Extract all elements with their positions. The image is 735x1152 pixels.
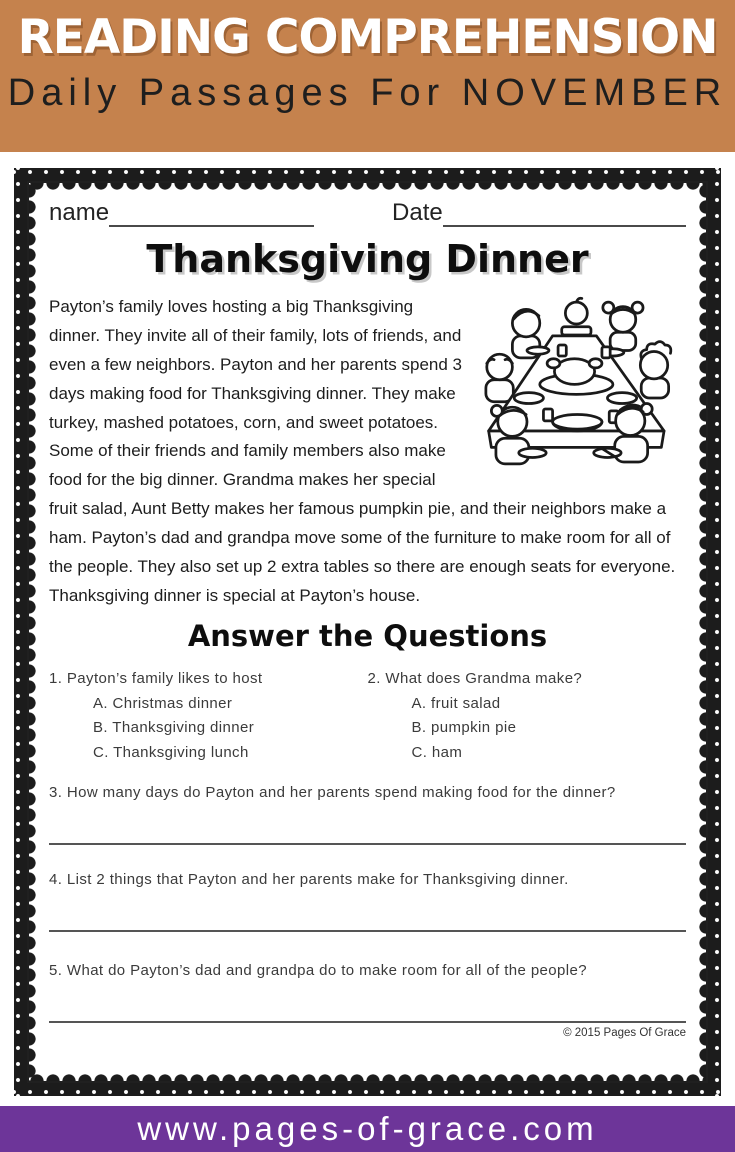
question-2-options: [368, 692, 687, 766]
worksheet-title: Thanksgiving Dinner: [146, 237, 589, 281]
date-label: Date: [392, 199, 443, 226]
question-2-number: 2.: [367, 669, 381, 687]
top-banner: [0, 0, 735, 152]
website-url: www.pages-of-grace.com: [137, 1110, 598, 1147]
pigtail-girl-figure: [603, 302, 643, 350]
question-1-text: [49, 667, 368, 692]
scallop-border-right: [697, 183, 706, 1081]
option-2b: B. pumpkin pie: [411, 719, 517, 737]
question-5-number: 5.: [49, 961, 63, 979]
question-5-block: [49, 962, 686, 1023]
thanksgiving-dinner-illustration: [474, 293, 686, 483]
option-2c: C. ham: [411, 744, 463, 762]
question-3-text: [49, 784, 686, 801]
question-4-label: List 2 things that Payton and her parents make for Thanksgiving dinner.: [66, 870, 569, 888]
name-label: name: [49, 199, 110, 226]
question-4-text: [49, 871, 686, 888]
question-4-answer-line: [49, 930, 686, 932]
scallop-border-top: [29, 183, 706, 192]
grandpa-figure: [486, 354, 513, 402]
turkey-platter: [540, 359, 613, 395]
scallop-border-left: [29, 183, 38, 1081]
question-5-answer-line: [49, 1021, 686, 1023]
option-1c: C. Thanksgiving lunch: [93, 744, 249, 762]
option-1b: B. Thanksgiving dinner: [93, 719, 255, 737]
bottom-banner: [0, 1106, 735, 1152]
passage-text: Payton’s family loves hosting a big Thanksgiving dinner. They invite all of their family, lots of friends, and even a few neighbors. Payton and her parents spend 3 days making food for Thanksgiving dinner. They make turkey, mashed potatoes, corn, and sweet potatoes. Some of their friends and family members also make food for the big dinner. Grandma makes her special fruit salad, Aunt Betty makes her famous pumpkin pie, and their neighbors make a ham. Payton’s dad and grandpa move some of the furniture to make room for all of the people. They also set up 2 extra tables so there are enough seats for everyone. Thanksgiving dinner is special at Payton’s house.: [49, 297, 676, 605]
question-1-label: Payton’s family likes to host: [66, 669, 263, 687]
worksheet-page: [27, 181, 708, 1083]
question-2-label: What does Grandma make?: [385, 669, 583, 687]
question-3-answer-line: [49, 843, 686, 845]
banner-title: READING COMPREHENSION: [17, 10, 718, 65]
question-2-block: [368, 667, 687, 766]
curly-hair-kid-figure: [640, 342, 671, 398]
copyright-text: © 2015 Pages Of Grace: [563, 1026, 686, 1039]
question-5-text: [49, 962, 686, 979]
question-3-label: How many days do Payton and her parents spend making food for the dinner?: [66, 783, 616, 801]
reading-passage: [49, 293, 686, 611]
answer-questions-heading: Answer the Questions: [187, 618, 548, 653]
question-1-options: [49, 692, 368, 766]
banner-subtitle: Daily Passages For NOVEMBER: [7, 72, 728, 115]
question-1-block: [49, 667, 368, 766]
question-5-label: What do Payton’s dad and grandpa do to make room for all of the people?: [66, 961, 588, 979]
date-blank-line: [443, 201, 686, 227]
scallop-border-bottom: [29, 1072, 706, 1081]
option-1a: A. Christmas dinner: [93, 694, 233, 712]
question-4-number: 4.: [49, 870, 63, 888]
question-1-number: 1.: [49, 669, 63, 687]
question-2-text: [368, 667, 687, 692]
question-3-number: 3.: [49, 783, 63, 801]
name-blank-line: [109, 201, 314, 227]
name-date-row: [49, 199, 686, 227]
question-3-block: [49, 784, 686, 845]
multiple-choice-section: [49, 667, 686, 766]
question-4-block: [49, 871, 686, 932]
lace-border-frame: [14, 168, 721, 1096]
option-2a: A. fruit salad: [411, 694, 501, 712]
